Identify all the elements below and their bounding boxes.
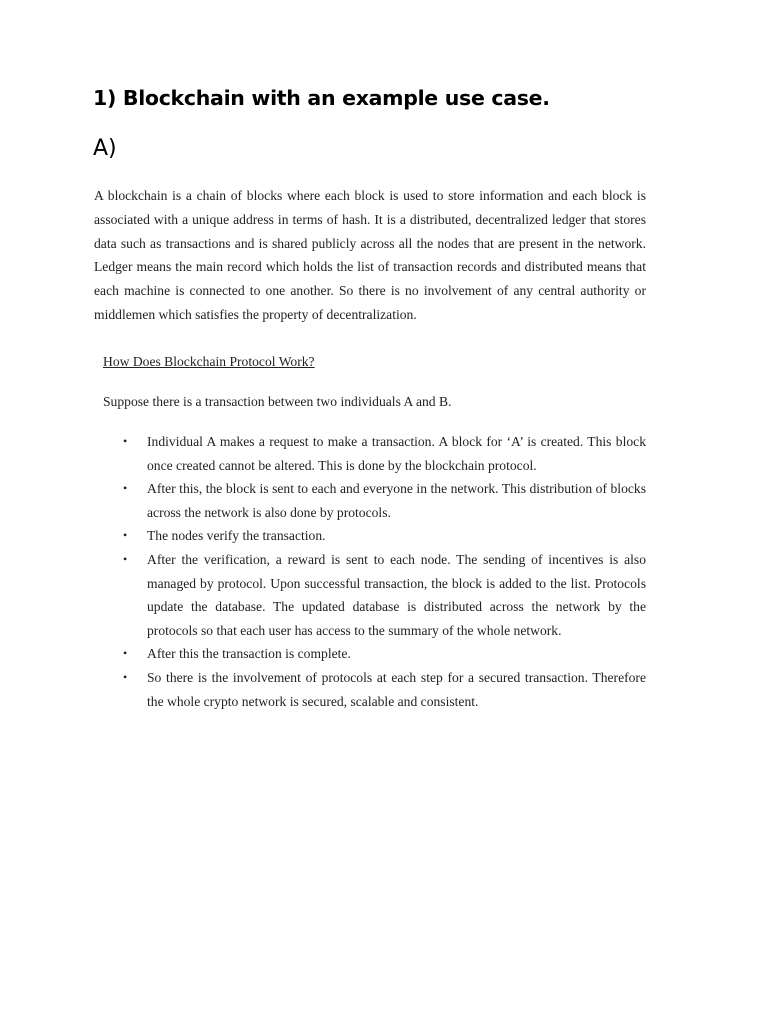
list-item [118, 524, 646, 548]
list-item [118, 430, 646, 477]
list-item [118, 666, 646, 713]
list-item-text: After this, the block is sent to each and everyone in the network. This distribution of blocks across the network is also done by protocols. [147, 481, 646, 520]
list-item [118, 642, 646, 666]
list-item-text: The nodes verify the transaction. [147, 528, 326, 544]
question-heading: 1) Blockchain with an example use case. [93, 86, 550, 110]
list-item-text: Individual A makes a request to make a transaction. A block for ‘A’ is created. This block once created cannot be altered. This is done by the blockchain protocol. [147, 434, 646, 473]
list-item [118, 477, 646, 524]
list-item [118, 548, 646, 642]
bullet-icon: • [123, 434, 128, 448]
list-item-text: After this the transaction is complete. [147, 646, 351, 662]
intro-paragraph: A blockchain is a chain of blocks where each block is used to store information and each block is associated with a unique address in terms of hash. It is a distributed, decentralized ledger that stores data such as transactions and is shared publicly across all the nodes that are present in the network. Ledger means the main record which holds the list of transaction records and distributed means that each machine is connected to one another. So there is no involvement of any central authority or middlemen which satisfies the property of decentralization. [94, 188, 646, 322]
bullet-icon: • [123, 646, 128, 661]
answer-label: A) [93, 136, 117, 161]
scenario-sentence: Suppose there is a transaction between two individuals A and B. [103, 394, 452, 409]
list-item-text: So there is the involvement of protocols at each step for a secured transaction. Therefore the whole crypto network is secured, scalable and consistent. [147, 669, 646, 709]
list-item-text: After the verification, a reward is sent to each node. The sending of incentives is also managed by protocol. Upon successful transaction, the block is added to the list. Protocols update the database. The updated database is distributed across the network by the protocols so that each user has access to the summary of the whole network. [147, 551, 646, 638]
protocol-steps-list [118, 430, 646, 713]
bullet-icon: • [123, 528, 128, 543]
bullet-icon: • [123, 551, 128, 566]
bullet-icon: • [123, 669, 128, 684]
bullet-icon: • [123, 481, 128, 496]
section-subheading: How Does Blockchain Protocol Work? [103, 354, 315, 369]
